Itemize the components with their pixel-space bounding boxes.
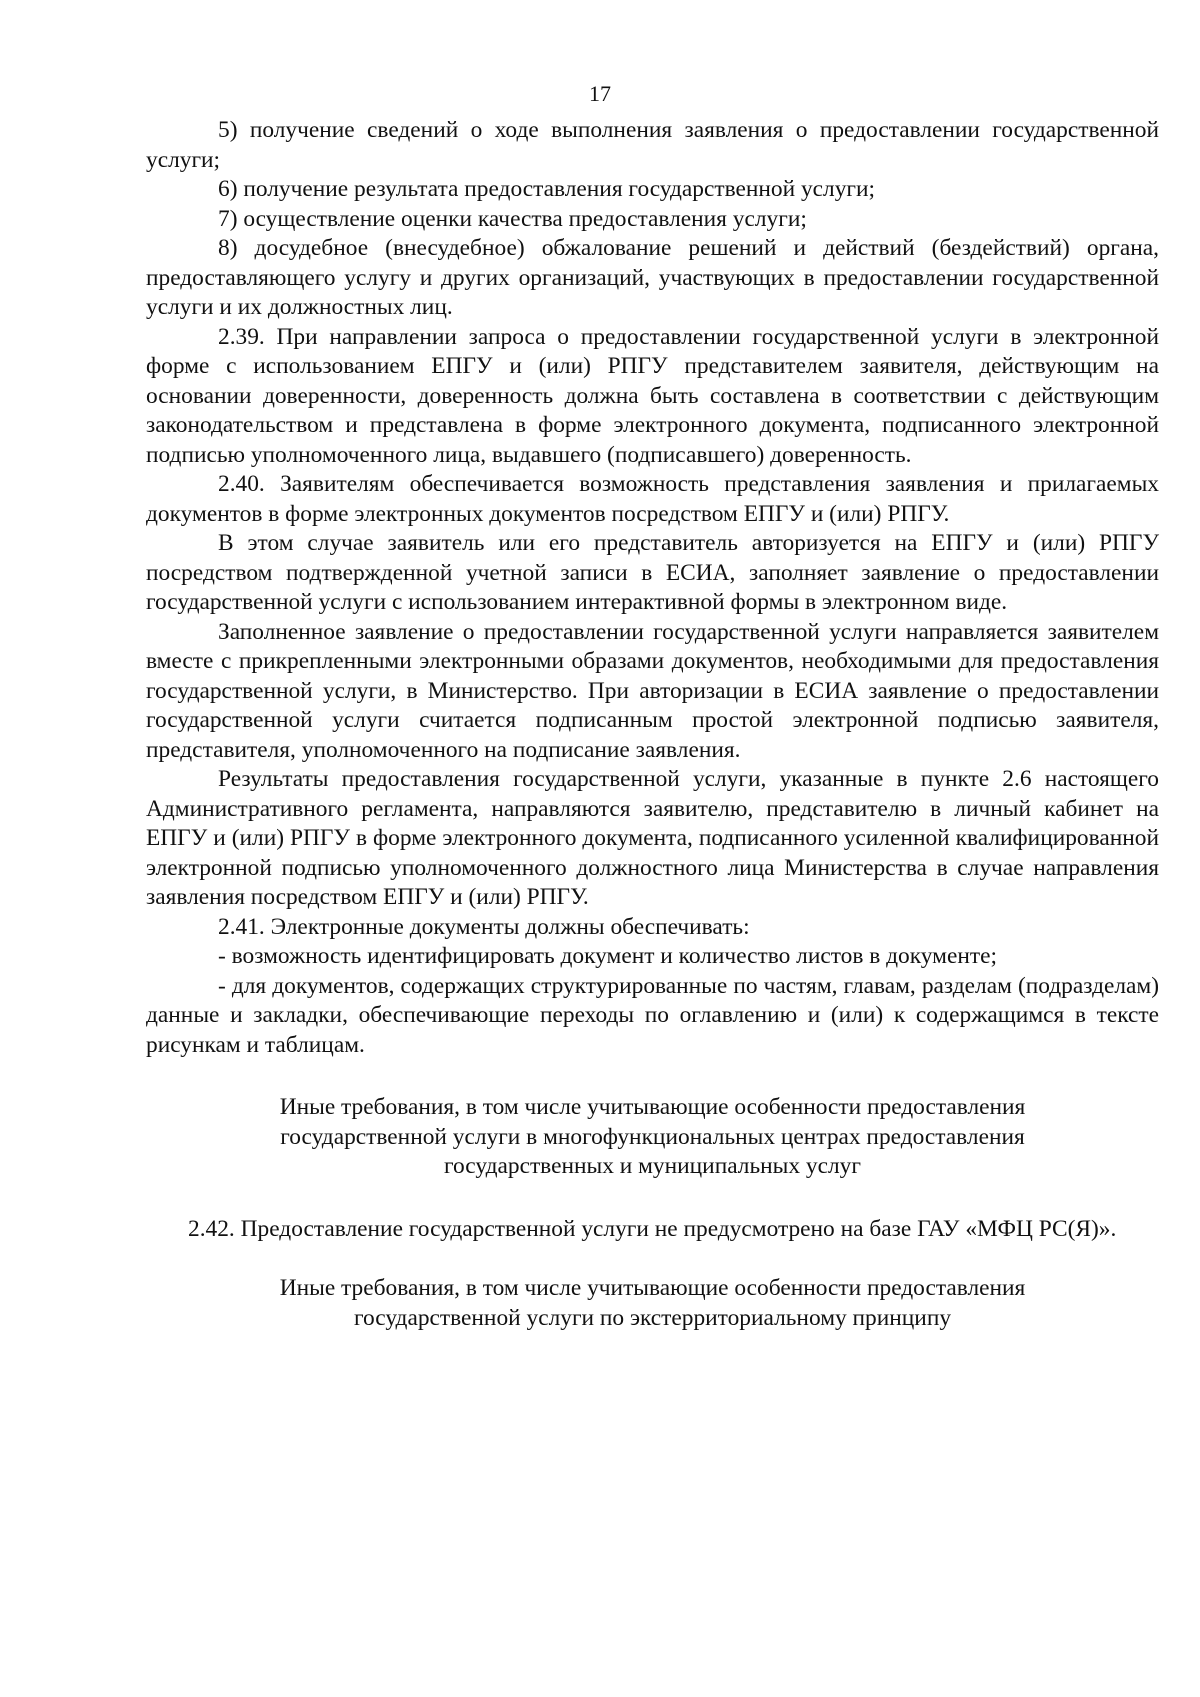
spacer	[146, 1060, 1159, 1093]
paragraph-2-42: 2.42. Предоставление государственной услуги не предусмотрено на базе ГАУ «МФЦ РС(Я)».	[188, 1215, 1117, 1242]
spacer	[146, 1244, 1159, 1274]
paragraph-results: Результаты предоставления государственной услуги, указанные в пункте 2.6 настоящего Административного регламента, направляются заявителю, представителю в личный кабинет на ЕПГУ и (или) РПГУ в форме электронного документа, подписанного усиленной квалифицированной электронной подписью уполномоченного должностного лица Министерства в случае направления заявления посредством ЕПГУ и (или) РПГУ.	[146, 766, 1159, 910]
paragraph-list-structured: - для документов, содержащих структурированные по частям, главам, разделам (подразделам) данные и закладки, обеспечивающие переходы по оглавлению и (или) к содержащимся в тексте рисункам и таблицам.	[146, 972, 1159, 1058]
paragraph-list-identify: - возможность идентифицировать документ и количество листов в документе;	[218, 943, 997, 969]
heading-line: Иные требования, в том числе учитывающие особенности предоставления	[279, 1275, 1026, 1301]
paragraph-item-7: 7) осуществление оценки качества предоставления услуги;	[218, 205, 807, 232]
section-heading-extraterritorial	[146, 1274, 1159, 1333]
heading-line: государственных и муниципальных услуг	[444, 1153, 861, 1179]
paragraph-2-41: 2.41. Электронные документы должны обеспечивать:	[218, 913, 750, 940]
heading-line: Иные требования, в том числе учитывающие особенности предоставления	[279, 1094, 1026, 1120]
spacer	[146, 1182, 1159, 1215]
heading-line: государственной услуги в многофункциональных центрах предоставления	[280, 1123, 1025, 1150]
paragraph-2-40: 2.40. Заявителям обеспечивается возможность представления заявления и прилагаемых документов в форме электронных документов посредством ЕПГУ и (или) РПГУ.	[146, 471, 1159, 527]
heading-line: государственной услуги по экстерриториальному принципу	[353, 1304, 952, 1331]
paragraph-2-39: 2.39. При направлении запроса о предоставлении государственной услуги в электронной форме с использованием ЕПГУ и (или) РПГУ представителем заявителя, действующим на основании доверенности, доверенность должна быть составлена в соответствии с действующим законодательством и представлена в форме электронного документа, подписанного электронной подписью уполномоченного лица, выдавшего (подписавшего) доверенность.	[146, 323, 1159, 468]
paragraph-item-5: 5) получение сведений о ходе выполнения заявления о предоставлении государственной услуги;	[146, 117, 1159, 173]
paragraph-item-8: 8) досудебное (внесудебное) обжалование решений и действий (бездействий) органа, предоставляющего услугу и других организаций, участвующих в предоставлении государственной услуги и их должностных лиц.	[146, 235, 1159, 320]
paragraph-item-6: 6) получение результата предоставления государственной услуги;	[218, 176, 876, 202]
paragraph-authorization: В этом случае заявитель или его представитель авторизуется на ЕПГУ и (или) РПГУ посредством подтвержденной учетной записи в ЕСИА, заполняет заявление о предоставлении государственной услуги с использованием интерактивной формы в электронном виде.	[146, 530, 1159, 615]
page-number: 17	[589, 81, 611, 106]
paragraph-filled-application: Заполненное заявление о предоставлении государственной услуги направляется заявителем вместе с прикрепленными электронными образами документов, необходимыми для предоставления государственной услуги, в Министерство. При авторизации в ЕСИА заявление о предоставлении государственной услуги считается подписанным простой электронной подписью заявителя, представителя, уполномоченного на подписание заявления.	[146, 618, 1159, 763]
document-body	[146, 116, 1159, 1333]
section-heading-mfc	[146, 1093, 1159, 1182]
